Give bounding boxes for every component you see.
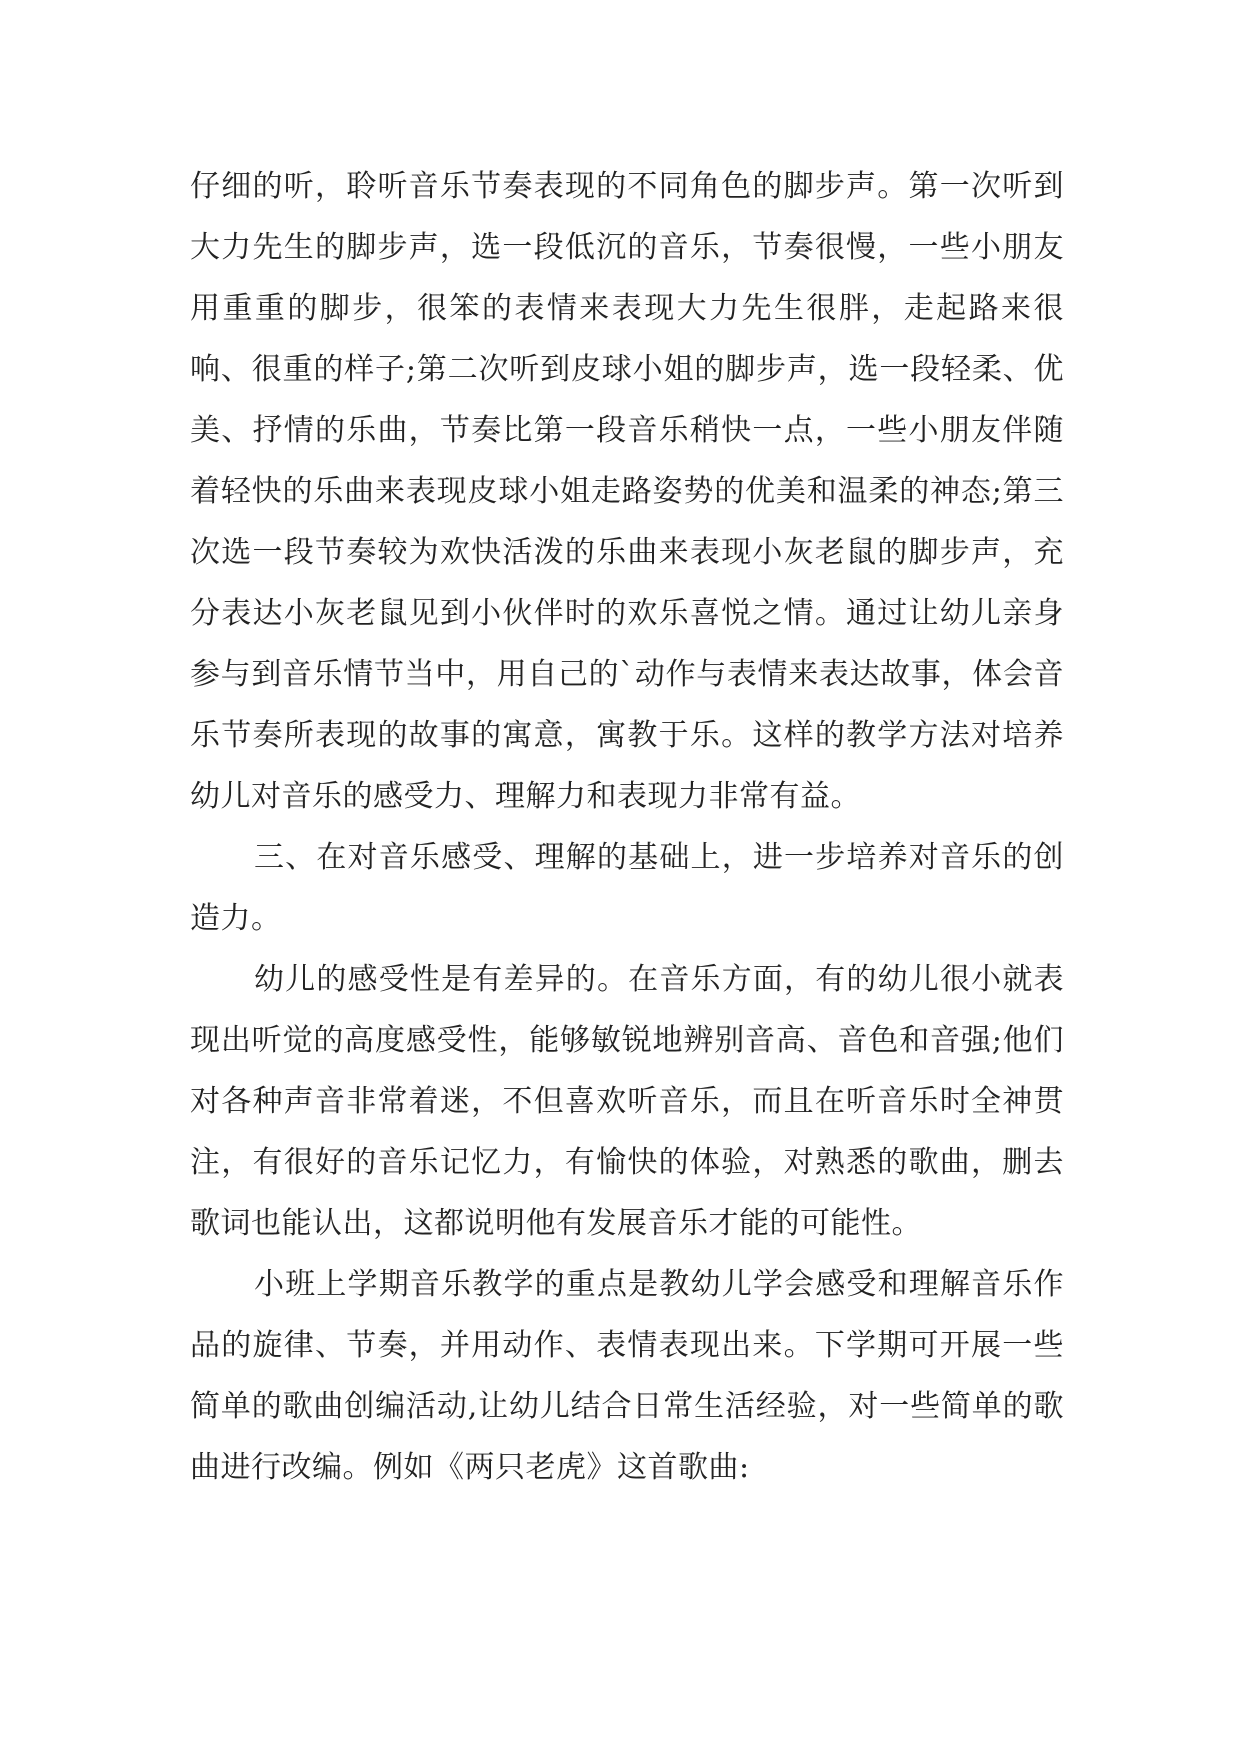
section-heading-three: 三、在对音乐感受、理解的基础上，进一步培养对音乐的创造力。 bbox=[190, 840, 1064, 936]
paragraph-sensitivity: 幼儿的感受性是有差异的。在音乐方面，有的幼儿很小就表现出听觉的高度感受性，能够敏锐地辨别音高、音色和音强;他们对各种声音非常着迷，不但喜欢听音乐，而且在听音乐时全神贯注，有很好的音乐记忆力，有愉快的体验，对熟悉的歌曲，删去歌词也能认出，这都说明他有发展音乐才能的可能性。 bbox=[190, 962, 1064, 1241]
paragraph-continuation: 仔细的听，聆听音乐节奏表现的不同角色的脚步声。第一次听到大力先生的脚步声，选一段低沉的音乐，节奏很慢，一些小朋友用重重的脚步，很笨的表情来表现大力先生很胖，走起路来很响、很重的样子;第二次听到皮球小姐的脚步声，选一段轻柔、优美、抒情的乐曲，节奏比第一段音乐稍快一点，一些小朋友伴随着轻快的乐曲来表现皮球小姐走路姿势的优美和温柔的神态;第三次选一段节奏较为欢快活泼的乐曲来表现小灰老鼠的脚步声，充分表达小灰老鼠见到小伙伴时的欢乐喜悦之情。通过让幼儿亲身参与到音乐情节当中，用自己的`动作与表情来表达故事，体会音乐节奏所表现的故事的寓意，寓教于乐。这样的教学方法对培养幼儿对音乐的感受力、理解力和表现力非常有益。 bbox=[190, 169, 1064, 814]
document-body bbox=[190, 156, 1064, 1498]
paragraph-teaching-focus: 小班上学期音乐教学的重点是教幼儿学会感受和理解音乐作品的旋律、节奏，并用动作、表情表现出来。下学期可开展一些简单的歌曲创编活动,让幼儿结合日常生活经验，对一些简单的歌曲进行改编。例如《两只老虎》这首歌曲: bbox=[190, 1267, 1064, 1485]
